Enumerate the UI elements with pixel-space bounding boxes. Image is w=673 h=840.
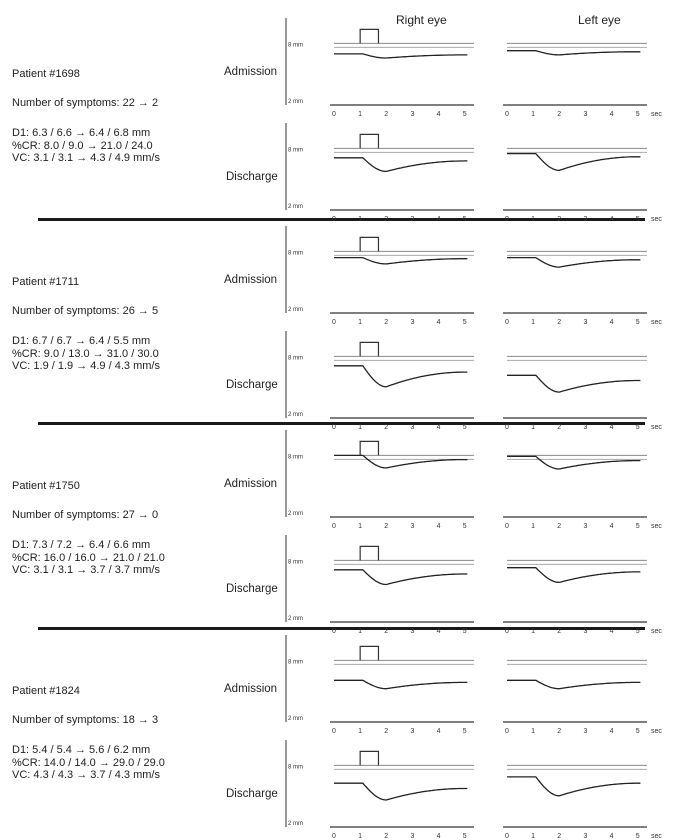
- x-tick-label: 2: [384, 833, 389, 840]
- x-tick-label: 3: [583, 728, 588, 735]
- x-tick-label: 0: [332, 216, 336, 223]
- y-tick-label-top: 8 mm: [288, 147, 303, 154]
- x-tick-label: 5: [635, 628, 640, 635]
- x-unit-label: sec: [651, 111, 662, 118]
- x-tick-label: 0: [332, 319, 336, 326]
- pupil-trace: [334, 570, 467, 585]
- y-tick-label-bottom: 2 mm: [288, 307, 303, 313]
- x-unit-label: sec: [651, 728, 662, 735]
- x-tick-label: 2: [384, 424, 389, 431]
- pupil-trace: [334, 54, 467, 58]
- x-tick-label: 4: [609, 111, 614, 118]
- x-tick-label: 1: [358, 111, 363, 118]
- stat-line: %CR: 14.0 / 14.0 → 29.0 / 29.0: [12, 756, 165, 769]
- x-tick-label: 3: [583, 319, 588, 326]
- y-tick-label-top: 8 mm: [288, 559, 303, 566]
- stat-line: VC: 1.9 / 1.9 → 4.9 / 4.3 mm/s: [12, 360, 160, 372]
- x-tick-label: 5: [462, 319, 467, 326]
- stat-line: D1: 6.3 / 6.6 → 6.4 / 6.8 mm: [12, 127, 151, 139]
- symptom-count: Number of symptoms: 22 → 2: [12, 97, 159, 109]
- x-tick-label: 3: [583, 424, 588, 431]
- stimulus-pulse: [360, 29, 378, 43]
- x-tick-label: 0: [332, 728, 336, 735]
- x-tick-label: 4: [436, 628, 441, 635]
- y-tick-label-bottom: 2 mm: [288, 511, 303, 517]
- symptom-count: Number of symptoms: 26 → 5: [12, 305, 159, 317]
- x-tick-label: 2: [384, 523, 389, 530]
- x-tick-label: 2: [557, 216, 562, 223]
- x-unit-label: sec: [651, 628, 662, 635]
- pupil-trace: [334, 366, 467, 387]
- x-tick-label: 0: [505, 833, 509, 840]
- column-header-right-eye: Right eye: [396, 13, 447, 27]
- x-tick-label: 5: [635, 216, 640, 223]
- x-tick-label: 5: [635, 319, 640, 326]
- phase-label-admission: Admission: [224, 66, 278, 78]
- x-tick-label: 1: [358, 523, 363, 530]
- x-tick-label: 0: [332, 111, 336, 118]
- x-tick-label: 3: [583, 523, 588, 530]
- x-tick-label: 5: [635, 111, 640, 118]
- x-tick-label: 5: [462, 111, 467, 118]
- pupil-trace: [507, 51, 640, 55]
- y-tick-label-top: 8 mm: [288, 764, 303, 771]
- x-unit-label: sec: [651, 523, 662, 530]
- x-tick-label: 0: [505, 216, 509, 223]
- stat-line: %CR: 16.0 / 16.0 → 21.0 / 21.0: [12, 551, 165, 564]
- column-header-left-eye: Left eye: [578, 13, 621, 27]
- x-tick-label: 5: [462, 833, 467, 840]
- x-tick-label: 0: [332, 523, 336, 530]
- pupil-trace: [507, 680, 640, 688]
- x-tick-label: 4: [436, 424, 441, 431]
- x-tick-label: 4: [436, 523, 441, 530]
- x-tick-label: 4: [436, 216, 441, 223]
- stat-line: D1: 7.3 / 7.2 → 6.4 / 6.6 mm: [12, 539, 151, 551]
- x-tick-label: 0: [505, 424, 509, 431]
- x-tick-label: 4: [436, 111, 441, 118]
- stat-line: VC: 3.1 / 3.1 → 3.7 / 3.7 mm/s: [12, 564, 160, 576]
- x-tick-label: 5: [462, 523, 467, 530]
- x-tick-label: 1: [531, 424, 536, 431]
- x-tick-label: 4: [436, 728, 441, 735]
- x-tick-label: 5: [635, 523, 640, 530]
- x-tick-label: 1: [531, 628, 536, 635]
- pupil-trace: [507, 154, 640, 171]
- x-tick-label: 0: [332, 424, 336, 431]
- x-unit-label: sec: [651, 833, 662, 840]
- x-tick-label: 1: [531, 216, 536, 223]
- x-tick-label: 0: [505, 111, 509, 118]
- x-tick-label: 3: [410, 628, 415, 635]
- x-tick-label: 2: [557, 728, 562, 735]
- x-tick-label: 3: [410, 111, 415, 118]
- x-tick-label: 2: [384, 319, 389, 326]
- patient-title: Patient #1711: [12, 276, 80, 288]
- x-tick-label: 2: [557, 833, 562, 840]
- y-tick-label-top: 8 mm: [288, 355, 303, 362]
- x-tick-label: 1: [358, 424, 363, 431]
- stat-line: D1: 5.4 / 5.4 → 5.6 / 6.2 mm: [12, 744, 151, 756]
- pupil-trace: [507, 777, 640, 796]
- x-tick-label: 1: [531, 523, 536, 530]
- x-tick-label: 2: [557, 628, 562, 635]
- x-tick-label: 5: [635, 424, 640, 431]
- x-tick-label: 1: [358, 319, 363, 326]
- pupil-trace: [507, 456, 640, 469]
- x-tick-label: 3: [410, 319, 415, 326]
- phase-label-discharge: Discharge: [226, 379, 278, 391]
- x-tick-label: 4: [609, 833, 614, 840]
- y-tick-label-top: 8 mm: [288, 250, 303, 257]
- x-tick-label: 3: [410, 833, 415, 840]
- x-unit-label: sec: [651, 319, 662, 326]
- x-unit-label: sec: [651, 424, 662, 431]
- x-tick-label: 1: [358, 216, 363, 223]
- pupil-trace: [334, 455, 467, 468]
- stat-line: %CR: 8.0 / 9.0 → 21.0 / 24.0: [12, 139, 153, 152]
- phase-label-discharge: Discharge: [226, 788, 278, 800]
- x-tick-label: 2: [384, 216, 389, 223]
- x-tick-label: 5: [462, 216, 467, 223]
- x-tick-label: 5: [462, 424, 467, 431]
- y-tick-label-bottom: 2 mm: [288, 616, 303, 622]
- patient-title: Patient #1750: [12, 480, 80, 492]
- x-tick-label: 2: [557, 111, 562, 118]
- x-tick-label: 1: [358, 628, 363, 635]
- y-tick-label-top: 8 mm: [288, 659, 303, 666]
- y-tick-label-bottom: 2 mm: [288, 412, 303, 418]
- x-tick-label: 3: [583, 628, 588, 635]
- x-tick-label: 3: [583, 216, 588, 223]
- symptom-count: Number of symptoms: 27 → 0: [12, 509, 159, 521]
- y-tick-label-bottom: 2 mm: [288, 716, 303, 722]
- x-tick-label: 3: [410, 216, 415, 223]
- stat-line: %CR: 9.0 / 13.0 → 31.0 / 30.0: [12, 347, 159, 360]
- pupil-trace: [507, 568, 640, 583]
- x-tick-label: 4: [609, 424, 614, 431]
- x-tick-label: 0: [505, 628, 509, 635]
- x-tick-label: 3: [583, 111, 588, 118]
- x-tick-label: 0: [505, 523, 509, 530]
- x-tick-label: 4: [609, 523, 614, 530]
- x-tick-label: 2: [557, 424, 562, 431]
- x-tick-label: 5: [462, 628, 467, 635]
- x-tick-label: 5: [635, 728, 640, 735]
- y-tick-label-top: 8 mm: [288, 454, 303, 461]
- x-tick-label: 3: [583, 833, 588, 840]
- y-tick-label-bottom: 2 mm: [288, 821, 303, 827]
- x-tick-label: 0: [332, 833, 336, 840]
- x-tick-label: 1: [358, 728, 363, 735]
- x-tick-label: 0: [332, 628, 336, 635]
- stimulus-pulse: [360, 646, 378, 660]
- pupil-trace: [507, 258, 640, 268]
- x-unit-label: sec: [651, 216, 662, 223]
- x-tick-label: 2: [557, 523, 562, 530]
- x-tick-label: 0: [505, 728, 509, 735]
- patient-title: Patient #1824: [12, 685, 80, 697]
- stimulus-pulse: [360, 546, 378, 560]
- x-tick-label: 4: [609, 628, 614, 635]
- y-tick-label-bottom: 2 mm: [288, 99, 303, 105]
- stimulus-pulse: [360, 751, 378, 765]
- phase-label-discharge: Discharge: [226, 171, 278, 183]
- pupil-trace: [334, 783, 467, 800]
- x-tick-label: 3: [410, 728, 415, 735]
- x-tick-label: 4: [436, 319, 441, 326]
- x-tick-label: 1: [531, 728, 536, 735]
- x-tick-label: 3: [410, 523, 415, 530]
- symptom-count: Number of symptoms: 18 → 3: [12, 714, 159, 726]
- pupil-trace: [507, 375, 640, 392]
- x-tick-label: 1: [531, 111, 536, 118]
- pupil-trace: [334, 258, 467, 264]
- stat-line: D1: 6.7 / 6.7 → 6.4 / 5.5 mm: [12, 335, 151, 347]
- stat-line: VC: 4.3 / 4.3 → 3.7 / 4.3 mm/s: [12, 769, 160, 781]
- stimulus-pulse: [360, 342, 378, 356]
- x-tick-label: 1: [531, 319, 536, 326]
- x-tick-label: 4: [436, 833, 441, 840]
- x-tick-label: 2: [384, 111, 389, 118]
- y-tick-label-bottom: 2 mm: [288, 204, 303, 210]
- stimulus-pulse: [360, 237, 378, 251]
- phase-label-admission: Admission: [224, 683, 278, 695]
- stat-line: VC: 3.1 / 3.1 → 4.3 / 4.9 mm/s: [12, 152, 160, 164]
- phase-label-admission: Admission: [224, 478, 278, 490]
- x-tick-label: 1: [531, 833, 536, 840]
- patient-title: Patient #1698: [12, 68, 80, 80]
- x-tick-label: 2: [384, 728, 389, 735]
- phase-label-admission: Admission: [224, 274, 278, 286]
- x-tick-label: 3: [410, 424, 415, 431]
- x-tick-label: 0: [505, 319, 509, 326]
- x-tick-label: 5: [635, 833, 640, 840]
- pupil-trace: [334, 680, 467, 688]
- phase-label-discharge: Discharge: [226, 583, 278, 595]
- x-tick-label: 1: [358, 833, 363, 840]
- x-tick-label: 4: [609, 319, 614, 326]
- x-tick-label: 4: [609, 728, 614, 735]
- x-tick-label: 4: [609, 216, 614, 223]
- x-tick-label: 2: [384, 628, 389, 635]
- stimulus-pulse: [360, 441, 378, 455]
- x-tick-label: 5: [462, 728, 467, 735]
- y-tick-label-top: 8 mm: [288, 42, 303, 49]
- x-tick-label: 2: [557, 319, 562, 326]
- pupil-trace: [334, 158, 467, 172]
- stimulus-pulse: [360, 134, 378, 148]
